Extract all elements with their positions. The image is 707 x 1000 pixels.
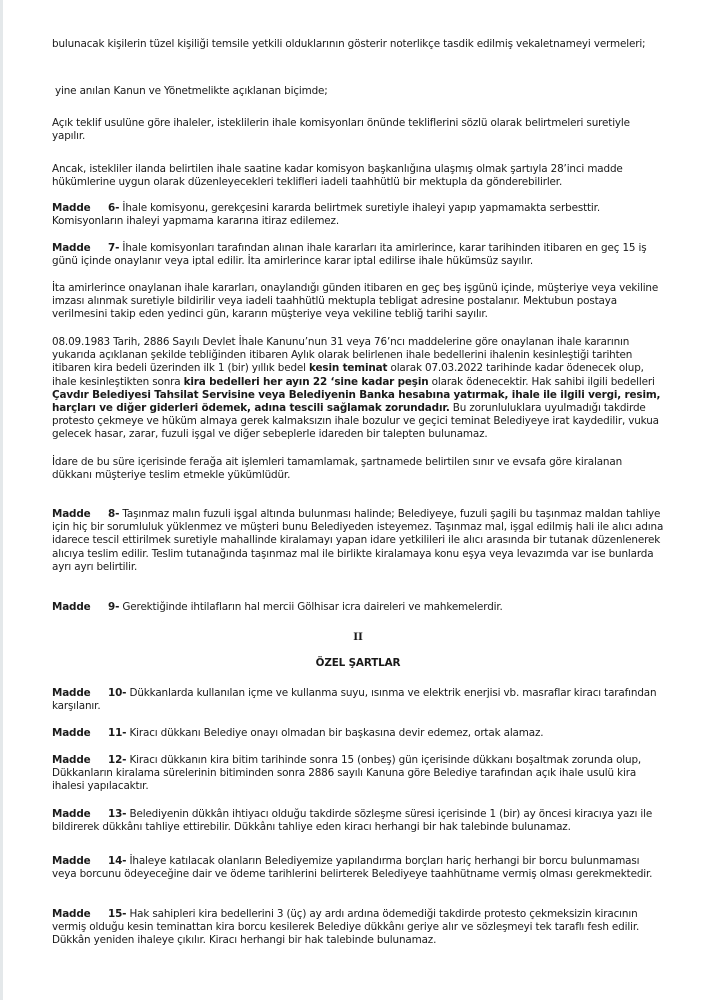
article-text: Kiracı dükkanı Belediye onayı olmadan bir başkasına devir edemez, ortak alamaz. — [126, 727, 544, 739]
article-label: Madde — [52, 601, 91, 613]
article-text: İhale komisyonları tarafından alınan ihale kararları ita amirlerince, karar tarihinden itibaren en geç 15 iş günü içinde onaylanır veya iptal edilir. İta amirlerince karar iptal edilirse ihale hükümsüz sayılır. — [52, 242, 647, 268]
article-number: 14- — [108, 855, 127, 867]
article-12 — [52, 754, 664, 794]
article-number: 11- — [108, 727, 127, 739]
law-bold-kira-bedelleri: kira bedelleri her ayın 22 ‘sine kadar peşin — [183, 375, 429, 388]
article-number: 7- — [108, 242, 120, 254]
page-edge — [0, 0, 3, 1000]
section-title: ÖZEL ŞARTLAR — [315, 657, 401, 669]
law-bold-payment-obligation: Çavdır Belediyesi Tahsilat Servisine veya Belediyenin Banka hesabına yatırmak, ihale ile ilgili vergi, resim, harçları ve diğer giderleri ödemek, adına tescili sağlamak zorundadır. — [52, 388, 661, 415]
paragraph-idare: İdare de bu süre içerisinde ferağa ait işlemleri tamamlamak, şartnamede belirtilen sınır ve evsafa göre kiralanan dükkanı müşteriye teslim etmekle yükümlüdür. — [52, 456, 623, 482]
article-label: Madde — [52, 855, 91, 867]
article-15 — [52, 908, 664, 948]
article-label: Madde — [52, 202, 91, 214]
article-text: Dükkanlarda kullanılan içme ve kullanma suyu, ısınma ve elektrik enerjisi vb. masraflar kiracı tarafından karşılanır. — [52, 687, 657, 713]
paragraph-regulation: yine anılan Kanun ve Yönetmelikte açıklanan biçimde; — [55, 85, 328, 97]
paragraph-mail-bid: Ancak, istekliler ilanda belirtilen ihale saatine kadar komisyon başkanlığına ulaşmış olmak şartıyla 28’inci madde hükümlerine uygun olarak düzenleyecekleri teklifleri iadeli taahhütlü bir mektupla da gönderebilirler. — [52, 163, 623, 189]
article-label: Madde — [52, 808, 91, 820]
article-label: Madde — [52, 754, 91, 766]
paragraph-open-bid: Açık teklif usulüne göre ihaleler, isteklilerin ihale komisyonları önünde tekliflerini sözlü olarak belirtmeleri suretiyle yapılır. — [52, 117, 630, 143]
article-number: 15- — [108, 908, 127, 920]
article-label: Madde — [52, 508, 91, 520]
law-text-4: Bu zorunluluklara uyulmadığı takdirde protesto çekmeye ve hüküm almaya gerek kalmaksızın ihale bozulur ve geçici teminat Belediyeye irat kaydedilir, vukua gelecek hasar, zarar, fuzuli işgal ve diğer sebeplerle idareden bir talepten bulunamaz. — [52, 402, 659, 441]
article-11 — [52, 727, 543, 740]
article-label: Madde — [52, 727, 91, 739]
article-text: İhaleye katılacak olanların Belediyemize yapılandırma borçları hariç herhangi bir borcu bulunmaması veya borcunu ödeyeceğine dair ve ödeme tarihlerini belirterek Belediyeye taahhütname vermiş olması gerekmektedir. — [52, 855, 653, 881]
paragraph-proxy-requirement: bulunacak kişilerin tüzel kişiliği temsile yetkili olduklarının gösterir noterlikçe tasdik edilmiş vekaletnameyi vermeleri; — [52, 38, 646, 50]
article-number: 12- — [108, 754, 127, 766]
paragraph-ita-approval: İta amirlerince onaylanan ihale kararları, onaylandığı günden itibaren en geç beş işgünü içinde, müşteriye veya vekiline imzası alınmak suretiyle bildirilir veya iadeli taahhütlü mektupla tebligat adresine postalanır. Mektubun postaya verilmesini takip eden yedinci gün, kararın müşteriye veya vekiline tebliğ tarihi sayılır. — [52, 282, 659, 321]
article-13 — [52, 808, 664, 834]
article-8 — [52, 508, 664, 574]
article-text: İhale komisyonu, gerekçesini kararda belirtmek suretiyle ihaleyi yapıp yapmamakta serbesttir. Komisyonların ihaleyi yapmama kararına itiraz edilemez. — [52, 202, 600, 228]
law-text-1: 08.09.1983 Tarih, 2886 Sayılı Devlet İhale Kanunu’nun 31 veya 76’ncı maddelerine göre onaylanan ihale kararının yukarıda açıklanan şekilde tebliğinden itibaren Aylık olarak belirlenen ihale bedellerini ihalenin kesinleştiği tarihten itibaren kira bedeli üzerinden ilk 1 (bir) yıllık bedel — [52, 336, 633, 375]
article-label: Madde — [52, 908, 91, 920]
article-number: 8- — [108, 508, 120, 520]
section-number: II — [353, 631, 363, 643]
article-number: 9- — [108, 601, 120, 613]
paragraph-law-2886 — [52, 336, 664, 442]
law-text-3: olarak ödenecektir. Hak sahibi ilgili bedelleri — [428, 375, 655, 388]
article-9 — [52, 601, 503, 614]
article-14 — [52, 855, 664, 881]
article-label: Madde — [52, 242, 91, 254]
article-6 — [52, 202, 664, 228]
article-text: Taşınmaz malın fuzuli işgal altında bulunması halinde; Belediyeye, fuzuli şagili bu taşınmaz maldan tahliye için hiç bir sorumluluk yüklenmez ve müşteri bunu Belediyeden isteyemez. Taşınmaz mal, işgal edilmiş hali ile alıcı adına idarece tescil ettirilmek suretiyle mahallinde kiralamayı yapan idare yetkilileri ile alıcı arasında bir tutanak düzenlenerek alıcıya teslim edilir. Teslim tutanağında taşınmaz mal ile birlikte kiralamaya konu eşya veya levazımda var ise bunlarda ayrı ayrı belirtilir. — [52, 508, 664, 573]
article-text: Belediyenin dükkân ihtiyacı olduğu takdirde sözleşme süresi içerisinde 1 (bir) ay öncesi kiracıya yazı ile bildirerek dükkânı tahliye ettirebilir. Dükkânı tahliye eden kiracı herhangi bir hak talebinde bulunamaz. — [52, 808, 653, 834]
article-number: 10- — [108, 687, 127, 699]
article-text: Hak sahipleri kira bedellerini 3 (üç) ay ardı ardına ödemediği takdirde protesto çekmeksizin kiracının vermiş olduğu kesin teminattan kira borcu kesilerek Belediye dükkânı geriye alır ve sözleşmeyi tek taraflı fesh edilir. Dükkân yeniden ihaleye çıkılır. Kiracı herhangi bir hak talebinde bulunamaz. — [52, 908, 640, 947]
article-number: 13- — [108, 808, 127, 820]
law-text-2: olarak 07.03.2022 tarihinde kadar ödenecek olup, ihale kesinleştikten sonra — [52, 362, 644, 388]
article-text: Gerektiğinde ihtilafların hal mercii Gölhisar icra daireleri ve mahkemelerdir. — [119, 601, 503, 613]
article-10 — [52, 687, 664, 713]
article-7 — [52, 242, 664, 268]
article-number: 6- — [108, 202, 120, 214]
article-text: Kiracı dükkanın kira bitim tarihinde sonra 15 (onbeş) gün içerisinde dükkanı boşaltmak zorunda olup, Dükkanların kiralama sürelerinin bitiminden sonra 2886 sayılı Kanuna göre Belediye tarafından açık ihale usulü kira ihalesi yapılacaktır. — [52, 754, 642, 793]
law-bold-kesin-teminat: kesin teminat — [309, 362, 388, 375]
article-label: Madde — [52, 687, 91, 699]
